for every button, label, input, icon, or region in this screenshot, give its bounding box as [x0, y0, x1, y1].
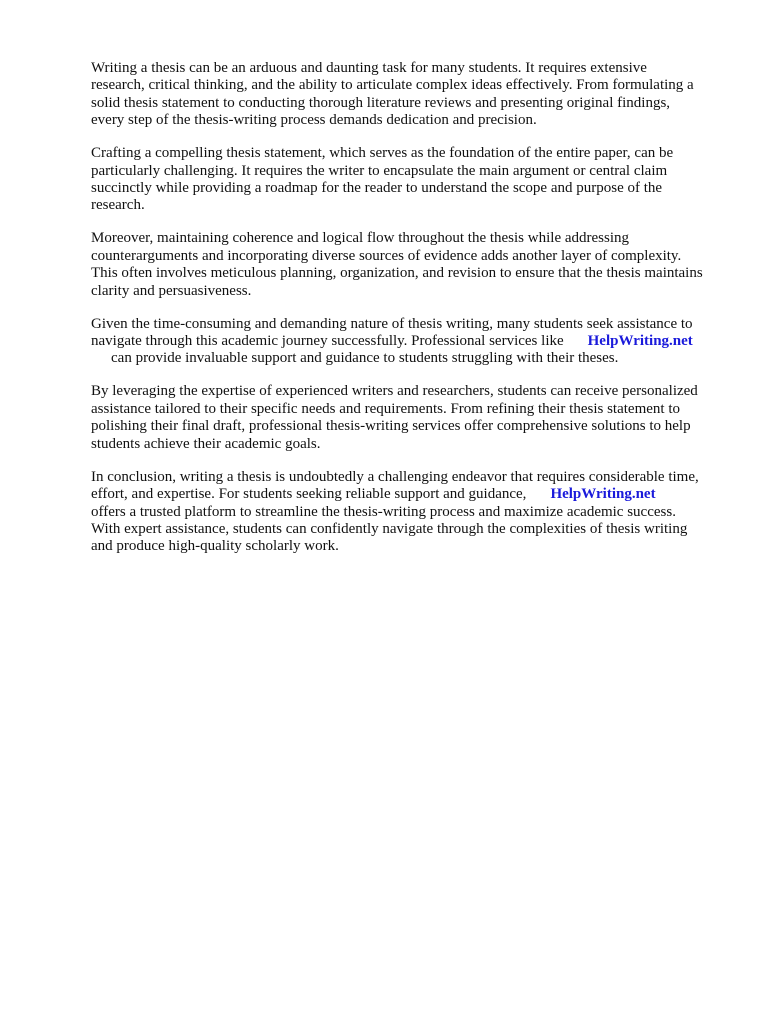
text-line: [91, 486, 731, 503]
text-line: clarity and persuasiveness.: [91, 282, 252, 299]
text-line: particularly challenging. It requires the writer to encapsulate the main argument or central claim: [91, 162, 668, 179]
paragraph-assistance: [91, 316, 731, 368]
text-line: Given the time-consuming and demanding nature of thesis writing, many students seek assistance to: [91, 315, 693, 332]
paragraph-thesis-statement: [91, 145, 731, 215]
text-line: solid thesis statement to conducting thorough literature reviews and presenting original findings,: [91, 94, 671, 111]
document-page: [91, 60, 731, 571]
text-line: succinctly while providing a roadmap for the reader to understand the scope and purpose of the: [91, 180, 663, 197]
text-line: Crafting a compelling thesis statement, which serves as the foundation of the entire paper, can be: [91, 145, 674, 162]
text-line: offers a trusted platform to streamline the thesis-writing process and maximize academic success.: [91, 503, 676, 520]
text-segment: effort, and expertise. For students seeking reliable support and guidance,: [91, 486, 527, 503]
text-segment: can provide invaluable support and guidance to students struggling with their theses.: [111, 350, 619, 367]
text-line: Moreover, maintaining coherence and logical flow throughout the thesis while addressing: [91, 230, 630, 247]
text-line: By leveraging the expertise of experienced writers and researchers, students can receive personalized: [91, 383, 698, 400]
text-line: [91, 350, 731, 367]
paragraph-coherence: [91, 230, 731, 300]
paragraph-expertise: [91, 383, 731, 453]
text-line: polishing their final draft, professional thesis-writing services offer comprehensive solutions to help: [91, 418, 691, 435]
text-segment: navigate through this academic journey successfully. Professional services like: [91, 333, 564, 350]
helpwriting-link[interactable]: HelpWriting.net: [550, 486, 656, 503]
text-line: counterarguments and incorporating diverse sources of evidence adds another layer of complexity.: [91, 247, 682, 264]
text-line: assistance tailored to their specific needs and requirements. From refining their thesis statement to: [91, 400, 680, 417]
paragraph-intro: [91, 60, 731, 130]
text-line: In conclusion, writing a thesis is undoubtedly a challenging endeavor that requires considerable time,: [91, 468, 699, 485]
text-line: students achieve their academic goals.: [91, 435, 321, 452]
text-line: This often involves meticulous planning, organization, and revision to ensure that the thesis maintains: [91, 265, 703, 282]
text-line: research, critical thinking, and the ability to articulate complex ideas effectively. From formulating a: [91, 77, 694, 94]
text-line: and produce high-quality scholarly work.: [91, 538, 339, 555]
helpwriting-link[interactable]: HelpWriting.net: [587, 333, 693, 350]
text-line: [91, 333, 731, 350]
text-line: every step of the thesis-writing process demands dedication and precision.: [91, 112, 537, 129]
text-line: With expert assistance, students can confidently navigate through the complexities of thesis writing: [91, 520, 688, 537]
paragraph-conclusion: [91, 469, 731, 556]
text-line: Writing a thesis can be an arduous and daunting task for many students. It requires extensive: [91, 60, 647, 76]
text-line: research.: [91, 197, 145, 214]
